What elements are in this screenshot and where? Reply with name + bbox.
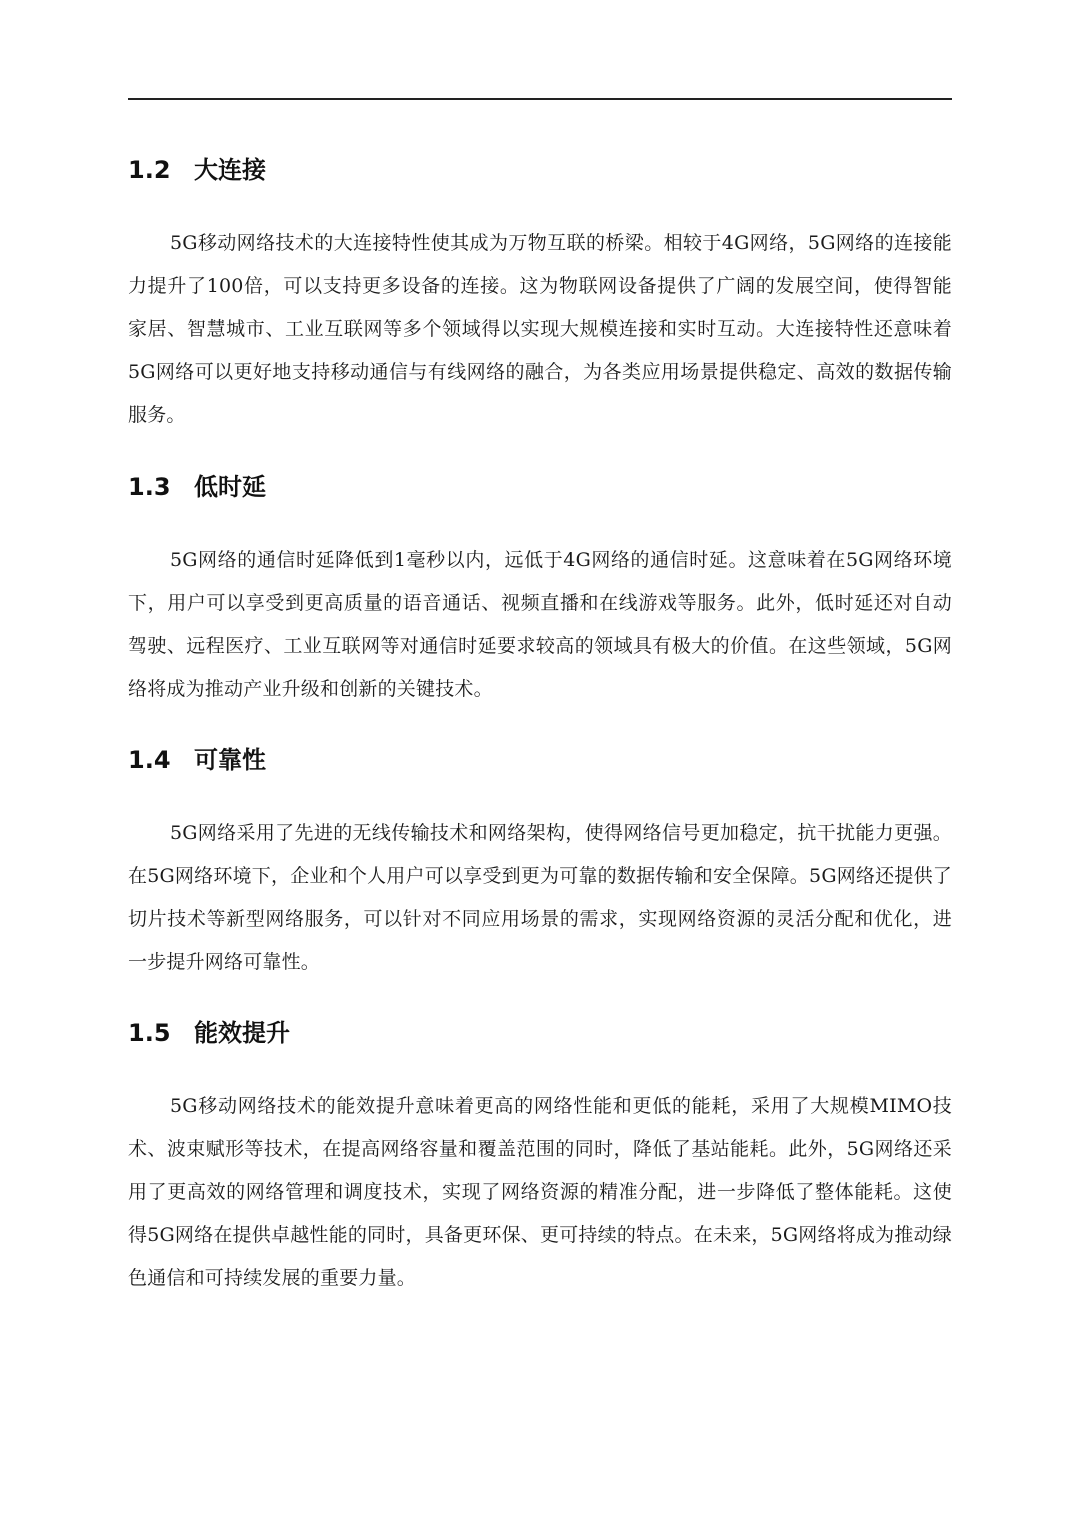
section-heading: [128, 1013, 952, 1053]
section-title: 能效提升: [194, 1019, 290, 1047]
section-paragraph: 5G网络的通信时延降低到1毫秒以内，远低于4G网络的通信时延。这意味着在5G网络环境下，用户可以享受到更高质量的语音通话、视频直播和在线游戏等服务。此外，低时延还对自动驾驶、远程医疗、工业互联网等对通信时延要求较高的领域具有极大的价值。在这些领域，5G网络将成为推动产业升级和创新的关键技术。: [128, 549, 952, 700]
section-1-2: [128, 150, 952, 456]
section-paragraph: 5G移动网络技术的能效提升意味着更高的网络性能和更低的能耗，采用了大规模MIMO技术、波束赋形等技术，在提高网络容量和覆盖范围的同时，降低了基站能耗。此外，5G网络还采用了更高效的网络管理和调度技术，实现了网络资源的精准分配，进一步降低了整体能耗。这使得5G网络在提供卓越性能的同时，具备更环保、更可持续的特点。在未来，5G网络将成为推动绿色通信和可持续发展的重要力量。: [128, 1095, 952, 1289]
section-heading: [128, 740, 952, 780]
section-paragraph: 5G网络采用了先进的无线传输技术和网络架构，使得网络信号更加稳定，抗干扰能力更强。在5G网络环境下，企业和个人用户可以享受到更为可靠的数据传输和安全保障。5G网络还提供了切片技术等新型网络服务，可以针对不同应用场景的需求，实现网络资源的灵活分配和优化，进一步提升网络可靠性。: [128, 822, 952, 973]
header-rule: [128, 98, 952, 100]
section-number: 1.4: [128, 746, 171, 774]
section-1-3: [128, 467, 952, 730]
section-title: 低时延: [194, 473, 266, 501]
section-number: 1.5: [128, 1019, 171, 1047]
section-paragraph: 5G移动网络技术的大连接特性使其成为万物互联的桥梁。相较于4G网络，5G网络的连接能力提升了100倍，可以支持更多设备的连接。这为物联网设备提供了广阔的发展空间，使得智能家居、智慧城市、工业互联网等多个领域得以实现大规模连接和实时互动。大连接特性还意味着5G网络可以更好地支持移动通信与有线网络的融合，为各类应用场景提供稳定、高效的数据传输服务。: [128, 232, 952, 426]
section-1-5: [128, 1013, 952, 1319]
section-1-4: [128, 740, 952, 1003]
section-title: 大连接: [194, 156, 266, 184]
section-title: 可靠性: [194, 746, 266, 774]
section-heading: [128, 150, 952, 190]
section-number: 1.2: [128, 156, 171, 184]
section-heading: [128, 467, 952, 507]
section-number: 1.3: [128, 473, 171, 501]
